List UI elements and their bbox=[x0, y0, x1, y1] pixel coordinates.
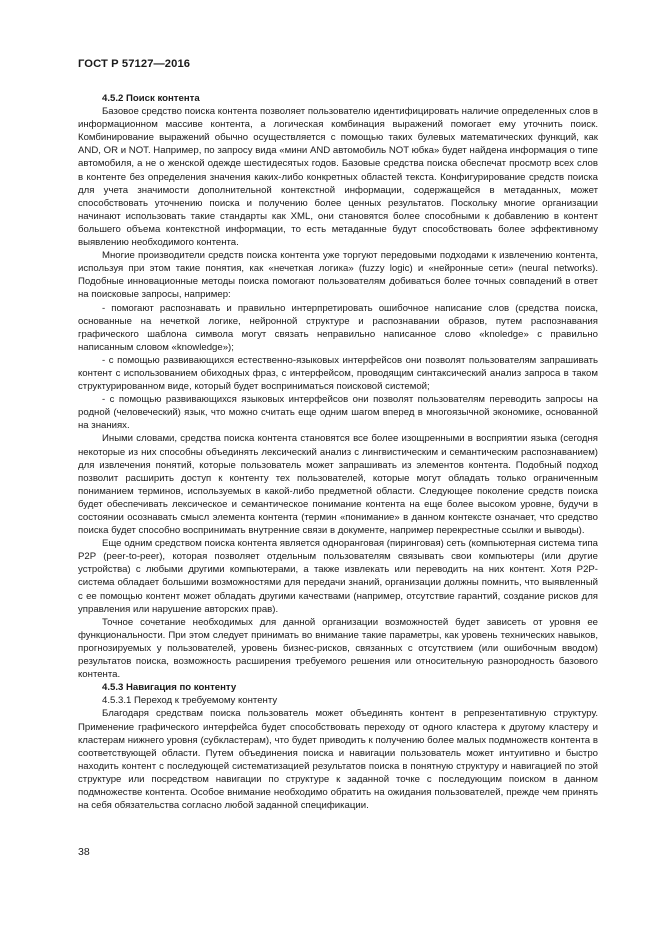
paragraph: Точное сочетание необходимых для данной организации возможностей будет зависеть от уровня ее функциональности. При этом следует принимать во внимание такие параметры, как уровень технических навыков, прогнозируемых у пользователей, уровень бизнес-рисков, связанных с отсутствием (или ошибочным вводом) результатов поиска, возможность расширения требуемого решения или относительную разнородность базового контента. bbox=[78, 616, 598, 681]
section-heading-4-5-2: 4.5.2 Поиск контента bbox=[102, 93, 200, 104]
paragraph: Базовое средство поиска контента позволяет пользователю идентифицировать наличие определенных слов в информационном массиве контента, а логическая комбинация выражений помогает ему уточнить поиск. Комбинирование выражений обычно осуществляется с помощью таких булевых математических функций, как AND, OR и NOT. Например, по запросу вида «мини AND автомобиль NOT юбка» будет найдена информация о типе автомобиля, а не о женской одежде шестидесятых годов. Базовые средства поиска обеспечат просмотр всех слов в контенте без определения значения каких-либо конкретных областей текста. Конфигурирование средств поиска для учета значимости дополнительной контекстной информации, содержащейся в метаданных, может способствовать уточнению поиска и получению более ценных результатов. Поскольку многие организации начинают использовать такие стандарты как XML, они становятся более способными к добавлению в контент большего объема контекстной информации, то есть метаданные будут способствовать более эффективному выявлению необходимого контента. bbox=[78, 106, 598, 249]
paragraph: Еще одним средством поиска контента является одноранговая (пиринговая) сеть (компьютерная система типа P2P (peer-to-peer), которая позволяет отдельным пользователям связывать свои компьютеры (или другие устройства) с любыми другими компьютерами, а также извлекать или переводить на них контент. Хотя P2P-система обладает большими возможностями для передачи знаний, организации должны помнить, что выявленный с ее помощью контент может обладать другими качествами (например, отсутствие гарантий, создание рисков для управления или нарушение авторских прав). bbox=[78, 538, 598, 615]
paragraph: Многие производители средств поиска контента уже торгуют передовыми подходами к извлечению контента, используя при этом такие понятия, как «нечеткая логика» (fuzzy logic) и «нейронные сети» (neural networks). Подобные инновационные методы поиска помогают пользователям добиваться более точных совпадений в ответ на поисковые запросы, например: bbox=[78, 250, 598, 301]
paragraph: Благодаря средствам поиска пользователь может объединять контент в репрезентативную структуру. Применение графического интерфейса будет способствовать переходу от одного кластера к другому кластеру и кластерам нижнего уровня (субкластерам), что будет приводить к получению более малых подмножеств контента в соответствующей области. Путем объединения поиска и навигации пользователь может интуитивно и быстро находить контент с последующей систематизацией результатов поиска в понятную структуру и навигацией по этой структуре или посредством навигации по структуре к заданной точке с последующим поиском в данном подмножестве контента. Особое внимание необходимо обратить на ожидания пользователей, прежде чем принять на себя обязательства согласно любой заданной спецификации. bbox=[78, 708, 598, 812]
list-item: - помогают распознавать и правильно интерпретировать ошибочное написание слов (средства поиска, основанные на нечеткой логике, нейронной структуре и распознавании образов, путем распознавания графического шаблона символа могут связать неправильно написанное слово «knoledge» с правильно написанным словом «knowledge»); bbox=[78, 302, 598, 353]
list-item: - с помощью развивающихся естественно-языковых интерфейсов они позволят пользователям запрашивать контент с использованием обиходных фраз, с интерфейсом, проводящим синтаксический анализ запроса в таком структурированном виде, который будет восприниматься поисковой системой; bbox=[78, 354, 598, 393]
section-heading-4-5-3: 4.5.3 Навигация по контенту bbox=[102, 682, 237, 694]
list-item: - с помощью развивающихся языковых интерфейсов они позволят пользователям переводить запросы на родной (человеческий) язык, что можно считать еще одним шагом вперед в многоязычной экономике, основанной на знаниях. bbox=[78, 394, 598, 432]
page-number: 38 bbox=[78, 846, 90, 858]
document-header: ГОСТ Р 57127—2016 bbox=[78, 58, 191, 70]
subsection-heading-4-5-3-1: 4.5.3.1 Переход к требуемому контенту bbox=[102, 695, 278, 707]
document-body bbox=[78, 92, 598, 812]
paragraph: Иными словами, средства поиска контента становятся все более изощренными в восприятии языка (сегодня некоторые из них способны объединять лексический анализ с лингвистическим и семантическим распознаванием) для извлечения понятий, которые пользователь может запрашивать из элементов контента. Подобный подход позволит расширить доступ к контенту тех пользователей, которые могут обладать только ограниченным пониманием терминов, используемых в какой-либо предметной области. Следующее поколение средств поиска будет обеспечивать лексическое и семантическое понимание контента на еще более высоком уровне, будучи в состоянии осознавать смысл элемента контента (термин «понимание» в данном контексте означает, что средство поиска будет способно воспринимать внутренние связи в документе, например перекрестные ссылки и выводы). bbox=[78, 433, 598, 537]
